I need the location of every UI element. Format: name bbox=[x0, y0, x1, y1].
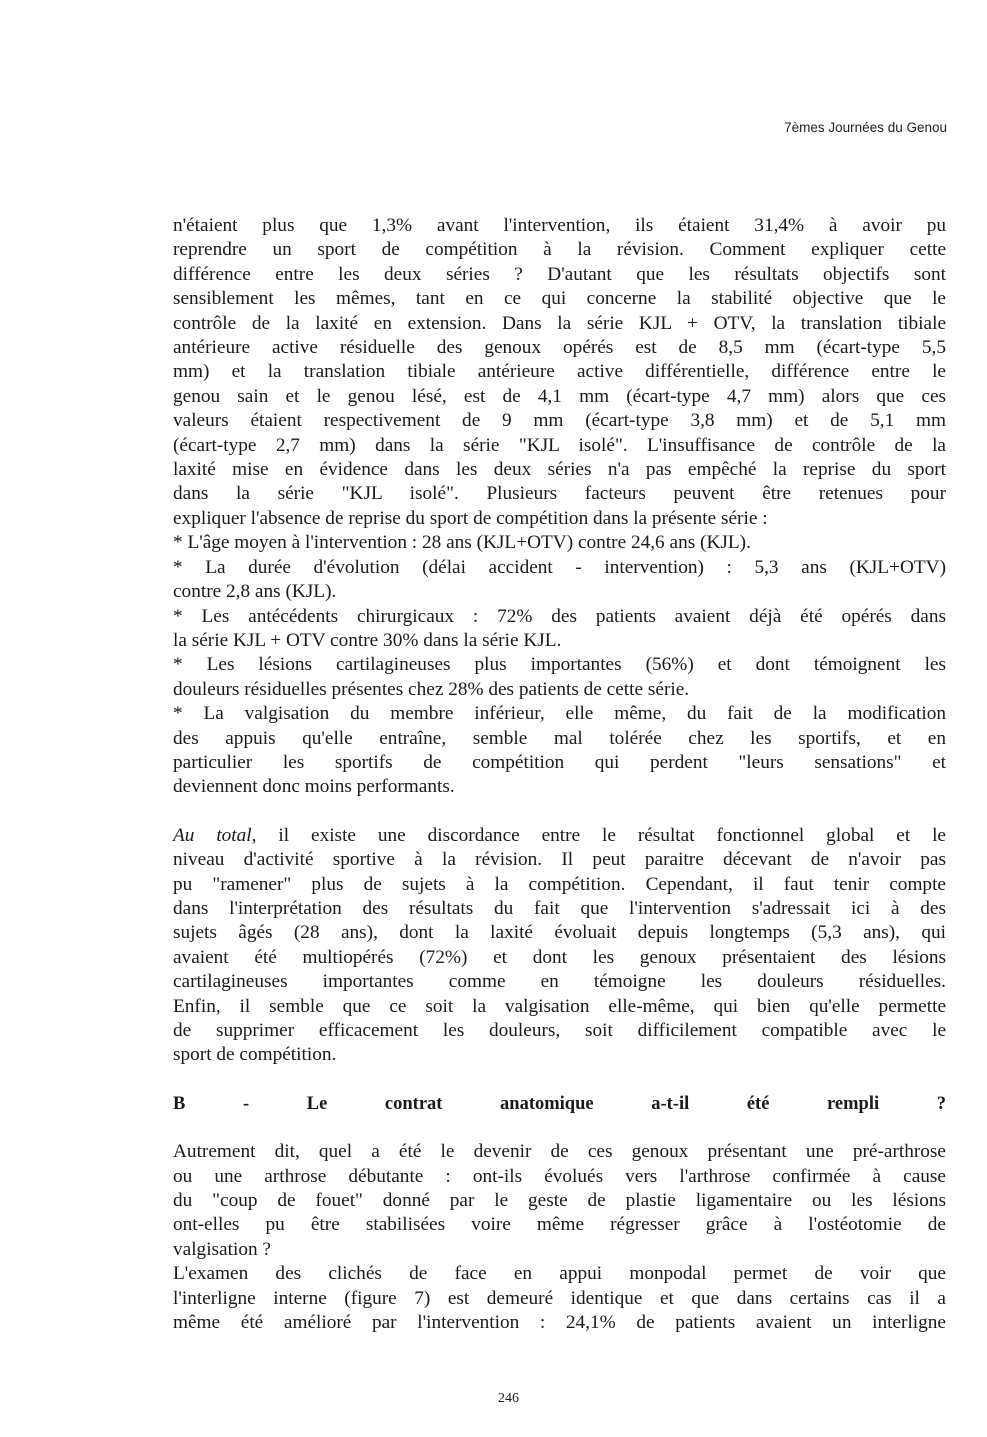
text-line: même été amélioré par l'intervention : 24,1% de patients avaient un interligne bbox=[173, 1312, 946, 1334]
text-line: l'interligne interne (figure 7) est demeuré identique et que dans certains cas il a bbox=[173, 1287, 946, 1309]
running-header: 7èmes Journées du Genou bbox=[784, 120, 947, 135]
text-line: laxité mise en évidence dans les deux séries n'a pas empêché la reprise du sport bbox=[173, 459, 946, 481]
list-item-continued: des appuis qu'elle entraîne, semble mal tolérée chez les sportifs, et en bbox=[173, 727, 946, 749]
text-line: différence entre les deux séries ? D'autant que les résultats objectifs sont bbox=[173, 263, 946, 285]
text-line bbox=[173, 824, 946, 848]
paragraph-radiographs bbox=[173, 1262, 946, 1335]
list-item-continued: contre 2,8 ans (KJL). bbox=[173, 581, 337, 603]
section-heading: B - Le contrat anatomique a-t-il été rempli ? bbox=[173, 1093, 946, 1114]
text-line: de supprimer efficacement les douleurs, soit difficilement compatible avec le bbox=[173, 1020, 946, 1041]
text-line: valeurs étaient respectivement de 9 mm (écart-type 3,8 mm) et de 5,1 mm bbox=[173, 410, 946, 432]
text-line: dans l'interprétation des résultats du fait que l'intervention s'adressait ici à des bbox=[173, 897, 946, 919]
list-item: * La durée d'évolution (délai accident - intervention) : 5,3 ans (KJL+OTV) bbox=[173, 556, 946, 578]
text-line: n'étaient plus que 1,3% avant l'intervention, ils étaient 31,4% à avoir pu bbox=[173, 215, 946, 236]
text-line: mm) et la translation tibiale antérieure active différentielle, différence entre le bbox=[173, 361, 946, 383]
text-fragment: il existe une discordance entre le résultat fonctionnel global et le bbox=[256, 824, 946, 846]
text-line: valgisation ? bbox=[173, 1238, 271, 1260]
text-line: dans la série "KJL isolé". Plusieurs facteurs peuvent être retenues pour bbox=[173, 483, 946, 505]
page-number: 246 bbox=[498, 1391, 519, 1406]
list-item-continued: douleurs résiduelles présentes chez 28% des patients de cette série. bbox=[173, 678, 690, 700]
paragraph-question bbox=[173, 1140, 946, 1262]
list-item-continued: la série KJL + OTV contre 30% dans la série KJL. bbox=[173, 629, 562, 651]
page-body bbox=[173, 214, 946, 1335]
list-item-continued: particulier les sportifs de compétition qui perdent "leurs sensations" et bbox=[173, 751, 946, 773]
text-line: Enfin, il semble que ce soit la valgisation elle-même, qui bien qu'elle permette bbox=[173, 995, 946, 1017]
text-line: ont-elles pu être stabilisées voire même régresser grâce à l'ostéotomie de bbox=[173, 1214, 946, 1236]
list-item: * La valgisation du membre inférieur, elle même, du fait de la modification bbox=[173, 703, 946, 725]
text-line: cartilagineuses importantes comme en témoigne les douleurs résiduelles. bbox=[173, 971, 946, 993]
list-item: * Les lésions cartilagineuses plus importantes (56%) et dont témoignent les bbox=[173, 654, 946, 676]
text-line: sport de compétition. bbox=[173, 1044, 337, 1066]
text-line: ou une arthrose débutante : ont-ils évolués vers l'arthrose confirmée à cause bbox=[173, 1165, 946, 1187]
text-line: sensiblement les mêmes, tant en ce qui concerne la stabilité objective que le bbox=[173, 288, 946, 310]
text-line: expliquer l'absence de reprise du sport de compétition dans la présente série : bbox=[173, 507, 768, 529]
text-line: contrôle de la laxité en extension. Dans la série KJL + OTV, la translation tibiale bbox=[173, 312, 946, 334]
text-line: du "coup de fouet" donné par le geste de plastie ligamentaire ou les lésions bbox=[173, 1190, 946, 1212]
text-line: pu "ramener" plus de sujets à la compétition. Cependant, il faut tenir compte bbox=[173, 873, 946, 895]
text-line: L'examen des clichés de face en appui monpodal permet de voir que bbox=[173, 1263, 946, 1285]
text-line: reprendre un sport de compétition à la révision. Comment expliquer cette bbox=[173, 239, 946, 261]
text-line: (écart-type 2,7 mm) dans la série "KJL isolé". L'insuffisance de contrôle de la bbox=[173, 434, 946, 456]
text-line: avaient été multiopérés (72%) et dont les genoux présentaient des lésions bbox=[173, 946, 946, 968]
text-line: Autrement dit, quel a été le devenir de ces genoux présentant une pré-arthrose bbox=[173, 1141, 946, 1163]
text-line: sujets âgés (28 ans), dont la laxité évoluait depuis longtemps (5,3 ans), qui bbox=[173, 922, 946, 944]
text-line: antérieure active résiduelle des genoux opérés est de 8,5 mm (écart-type 5,5 bbox=[173, 337, 946, 359]
list-item: * L'âge moyen à l'intervention : 28 ans (KJL+OTV) contre 24,6 ans (KJL). bbox=[173, 532, 751, 554]
list-item: * Les antécédents chirurgicaux : 72% des patients avaient déjà été opérés dans bbox=[173, 605, 946, 627]
paragraph-au-total bbox=[173, 824, 946, 1068]
factor-list bbox=[173, 531, 946, 799]
text-line: niveau d'activité sportive à la révision. Il peut paraitre décevant de n'avoir pas bbox=[173, 849, 946, 871]
list-item-continued: deviennent donc moins performants. bbox=[173, 776, 455, 798]
text-line: genou sain et le genou lésé, est de 4,1 mm (écart-type 4,7 mm) alors que ces bbox=[173, 385, 946, 407]
paragraph-sport-comparison bbox=[173, 214, 946, 531]
italic-lead: Au total, bbox=[173, 824, 257, 846]
